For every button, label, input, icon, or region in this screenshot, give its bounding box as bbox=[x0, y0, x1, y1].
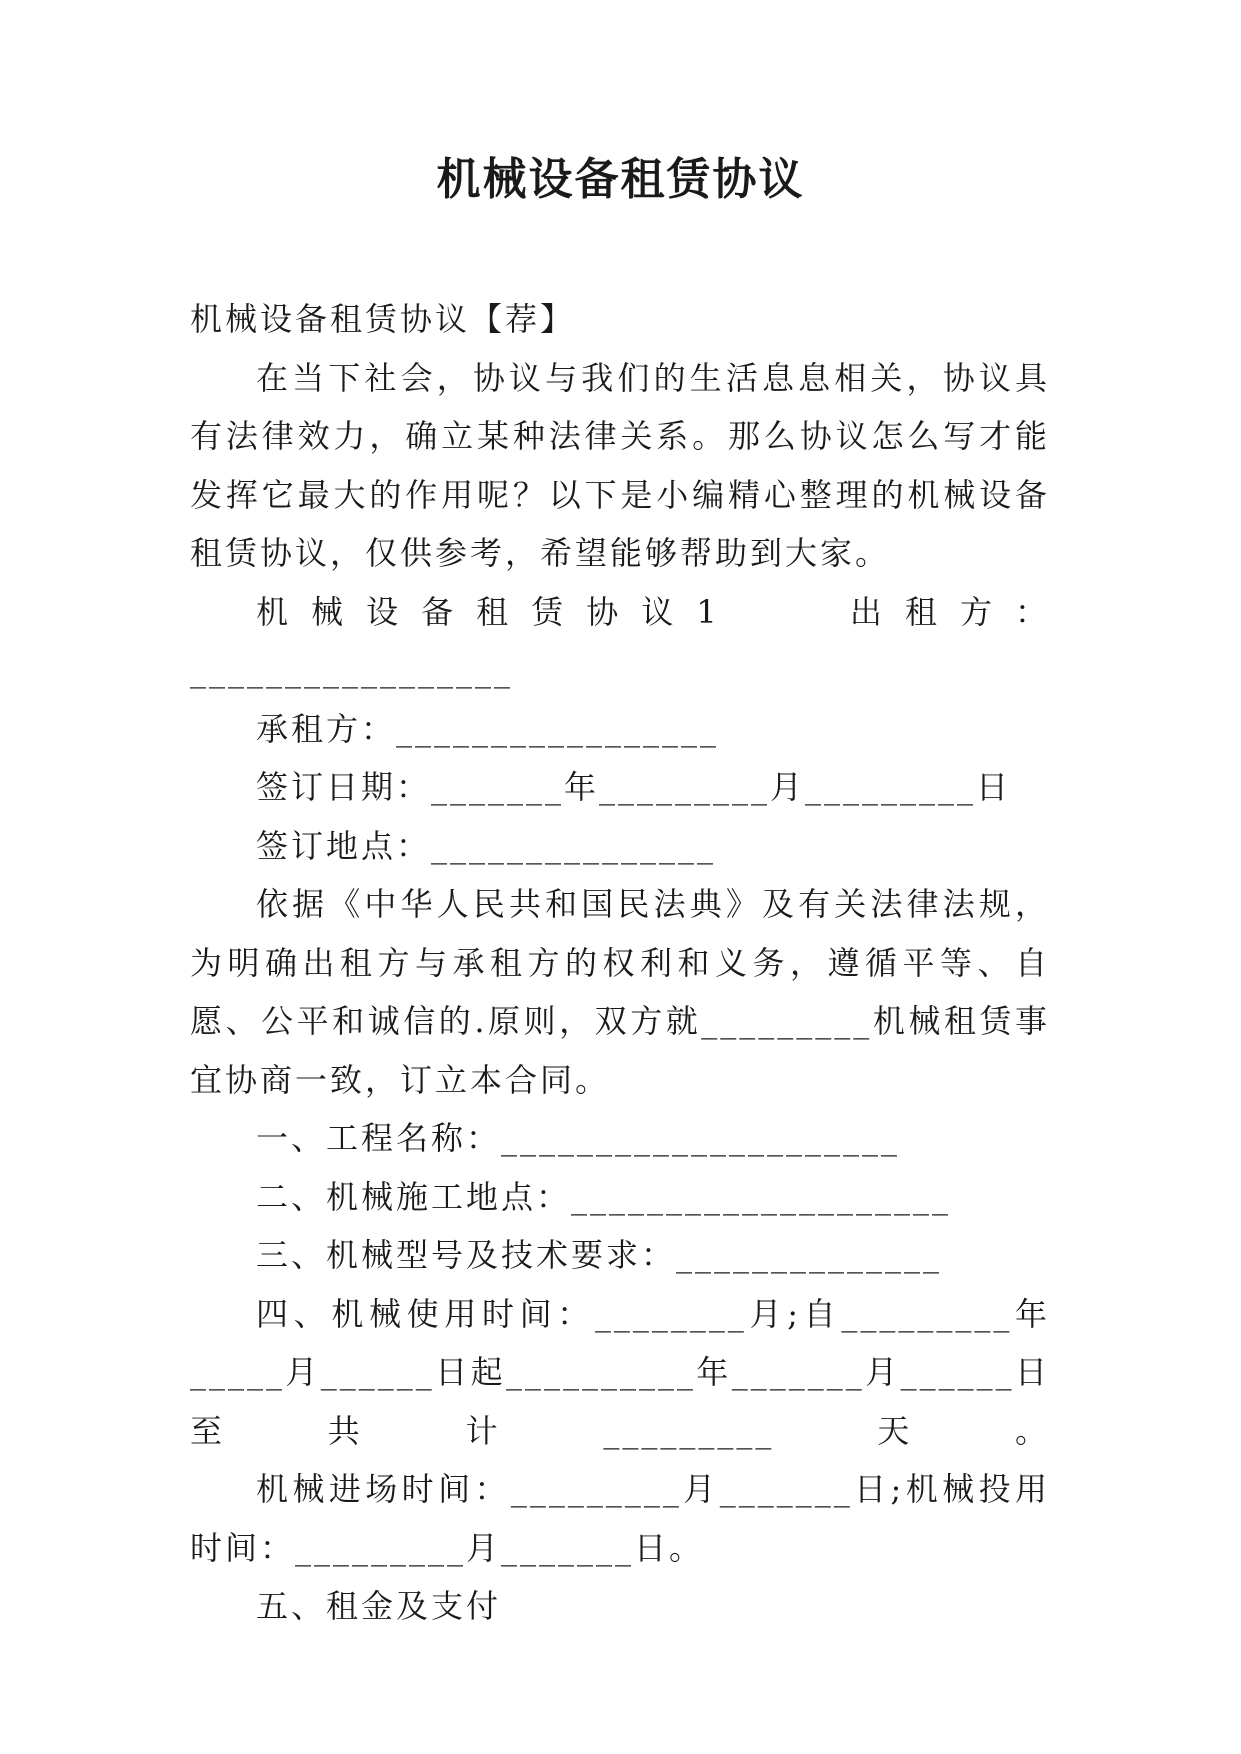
paragraph-lessee: 承租方：_________________ bbox=[256, 709, 720, 748]
paragraph-basis: 依据《中华人民共和国民法典》及有关法律法规，为明确出租方与承租方的权利和义务，遵循平等、自愿、公平和诚信的.原则，双方就_________机械租赁事宜协商一致，订立本合同。 bbox=[190, 885, 1050, 1099]
paragraph-entry-time: 机械进场时间：_________月_______日;机械投用时间：_________月_______日。 bbox=[190, 1470, 1050, 1567]
paragraph-sign-place: 签订地点：_______________ bbox=[256, 826, 717, 865]
paragraph-lessor: 机械设备租赁协议1 出租方：_________________ bbox=[190, 592, 1050, 689]
paragraph-heading: 机械设备租赁协议【荐】 bbox=[190, 300, 576, 338]
document-title: 机械设备租赁协议 bbox=[436, 154, 805, 205]
paragraph-site: 二、机械施工地点：____________________ bbox=[256, 1177, 952, 1216]
document-body bbox=[190, 290, 1050, 1636]
paragraph-project-name: 一、工程名称：_____________________ bbox=[256, 1119, 901, 1157]
paragraph-intro: 在当下社会，协议与我们的生活息息相关，协议具有法律效力，确立某种法律关系。那么协议怎么写才能发挥它最大的作用呢？以下是小编精心整理的机械设备租赁协议，仅供参考，希望能够帮助到大家。 bbox=[190, 358, 1050, 572]
paragraph-sign-date: 签订日期：_______年_________月_________日 bbox=[256, 768, 1012, 806]
paragraph-rent: 五、租金及支付 bbox=[256, 1587, 502, 1625]
paragraph-usage-time: 四、机械使用时间：________月;自_________年_____月______日起__________年_______月______日至共计_________天。 bbox=[190, 1294, 1050, 1450]
paragraph-model: 三、机械型号及技术要求：______________ bbox=[256, 1236, 943, 1274]
